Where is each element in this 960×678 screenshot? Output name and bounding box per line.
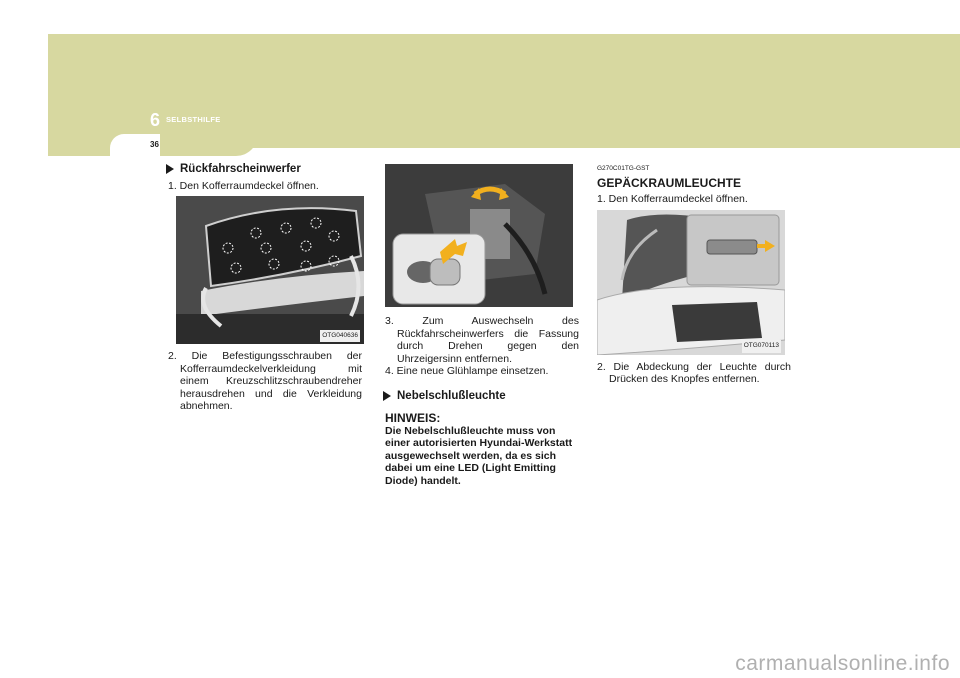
page-number: 36 — [150, 140, 159, 149]
chapter-number: 6 — [150, 110, 161, 130]
section-code: G270C01TG-GST — [597, 165, 650, 172]
heading-text: Rückfahrscheinwerfer — [180, 163, 301, 175]
chapter-title: SELBSTHILFE — [166, 115, 221, 124]
photo-trunk-lamp — [597, 210, 785, 355]
section-title: GEPÄCKRAUMLEUCHTE — [597, 175, 741, 190]
step-3: 3. Zum Auswechseln des Rückfahrscheinwerfers die Fassung durch Drehen gegen den Uhrzeigersinn entfernen. — [385, 315, 579, 365]
photo-code: OTG070113 — [742, 340, 781, 353]
section-heading-backup-light — [166, 163, 362, 176]
photo-trunk-lid — [176, 196, 364, 344]
note-body: Die Nebelschlußleuchte muss von einer autorisierten Hyundai-Werkstatt ausgewechselt werden, da es sich dabei um eine LED (Light Emitting Diode) handelt. — [385, 424, 573, 487]
triangle-bullet-icon — [166, 164, 174, 174]
triangle-bullet-icon — [383, 391, 391, 401]
step-2: 2. Die Abdeckung der Leuchte durch Drücken des Knopfes entfernen. — [597, 360, 791, 385]
step-1: 1. Den Kofferraumdeckel öffnen. — [597, 193, 748, 205]
photo-code: OTG040636 — [320, 330, 360, 343]
header-band — [48, 34, 960, 148]
section-heading-fog-light — [383, 390, 579, 403]
column-1 — [168, 163, 362, 413]
heading-text: Nebelschlußleuchte — [397, 389, 506, 402]
bulb-socket-illustration — [385, 164, 573, 307]
trunk-lid-illustration — [176, 196, 364, 344]
step-2: 2. Die Befestigungsschrauben der Kofferraumdeckelverkleidung mit einem Kreuzschlitzschraubendreher herausdrehen und die Verkleidung abnehmen. — [168, 350, 362, 412]
step-1: 1. Den Kofferraumdeckel öffnen. — [168, 179, 319, 192]
trunk-lamp-illustration — [597, 210, 785, 355]
note-title: HINWEIS: — [385, 411, 441, 425]
step-4: 4. Eine neue Glühlampe einsetzen. — [385, 365, 549, 377]
column-3 — [597, 163, 791, 386]
photo-bulb-socket — [385, 164, 573, 307]
watermark: carmanualsonline.info — [735, 652, 950, 675]
column-2 — [385, 163, 579, 487]
